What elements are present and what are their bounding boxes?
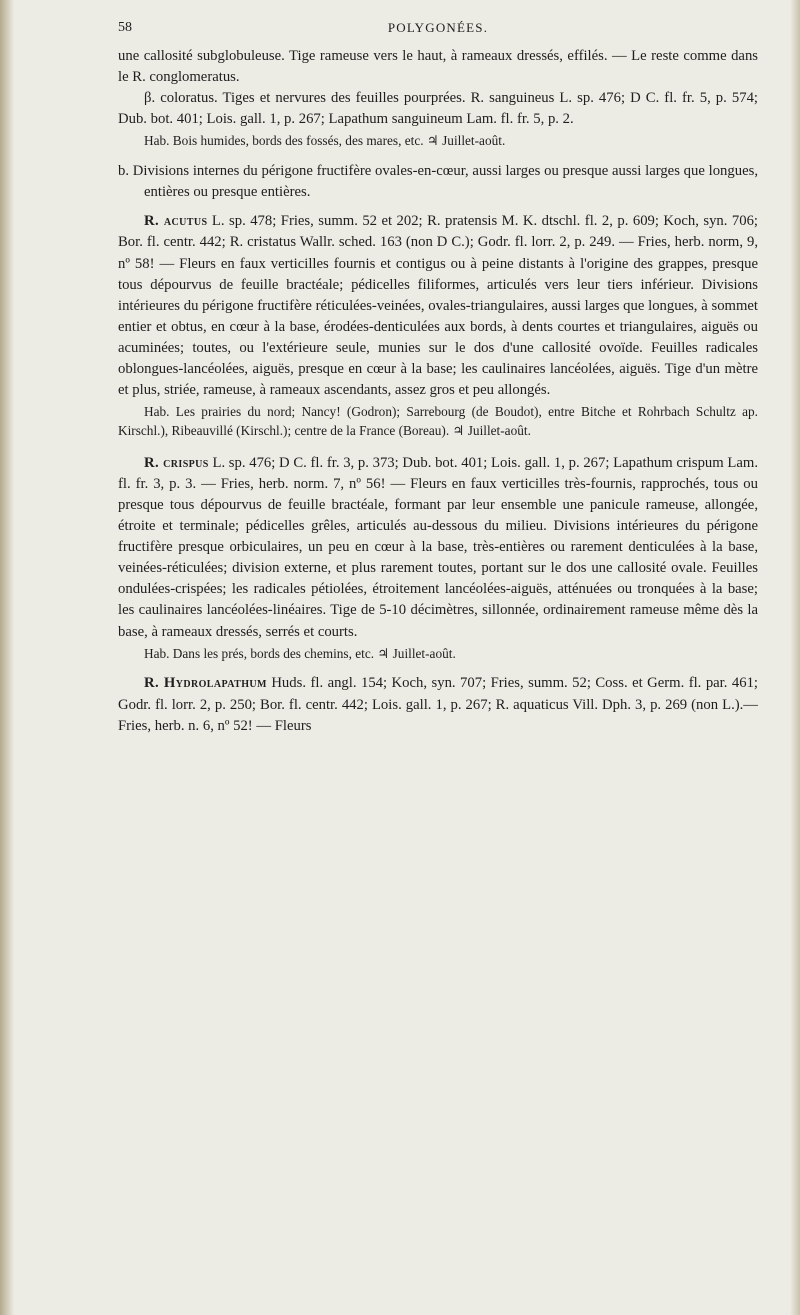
habitat-crispus: Hab. Dans les prés, bords des chemins, etc. ♃ Juillet-août. bbox=[144, 645, 456, 661]
species-name: R. Hydrolapathum bbox=[144, 675, 267, 692]
species-crispus bbox=[118, 453, 758, 643]
text-body bbox=[118, 46, 758, 737]
section-b-heading: b. Divisions internes du périgone fructifère ovales-en-cœur, aussi larges ou presque aussi larges que longues, entières ou presque entières. bbox=[118, 163, 758, 201]
page-edge-right bbox=[790, 0, 800, 1315]
habitat-coloratus: Hab. Bois humides, bords des fossés, des mares, etc. ♃ Juillet-août. bbox=[144, 133, 506, 149]
page-number: 58 bbox=[118, 20, 132, 35]
species-description: Huds. fl. angl. 154; Koch, syn. 707; Fries, summ. 52; Coss. et Germ. fl. par. 461; Godr. fl. lorr. 2, p. 250; Bor. fl. centr. 442; Lois. gall. 1, p. 267; R. aquaticus Vill. Dph. 3, p. 269 (non L.).— Fries, herb. n. 6, nº 52! — Fleurs bbox=[118, 675, 758, 734]
running-title: POLYGONÉES. bbox=[387, 20, 489, 35]
page-header bbox=[118, 20, 758, 40]
page-edge-left bbox=[0, 0, 14, 1315]
variety-coloratus: β. coloratus. Tiges et nervures des feuilles pourprées. R. sanguineus L. sp. 476; D C. fl. fr. 5, p. 574; Dub. bot. 401; Lois. gall. 1, p. 267; Lapathum sanguineum Lam. fl. fr. 5, p. 2. bbox=[118, 90, 758, 128]
paragraph-continuation: une callosité subglobuleuse. Tige rameuse vers le haut, à rameaux dressés, effilés. — Le reste comme dans le R. conglomeratus. bbox=[118, 48, 758, 86]
species-hydrolapathum bbox=[118, 673, 758, 736]
species-acutus bbox=[118, 211, 758, 401]
species-name: R. acutus bbox=[144, 213, 208, 230]
species-name: R. crispus bbox=[144, 454, 209, 471]
habitat-acutus: Hab. Les prairies du nord; Nancy! (Godron); Sarrebourg (de Boudot), entre Bitche et Rohrbach Schultz ap. Kirschl.), Ribeauvillé (Kirschl.); centre de la France (Boreau). ♃ Juillet-août. bbox=[118, 404, 758, 438]
species-description: L. sp. 478; Fries, summ. 52 et 202; R. pratensis M. K. dtschl. fl. 2, p. 609; Koch, syn. 706; Bor. fl. centr. 442; R. cristatus Wallr. sched. 163 (non D C.); Godr. fl. lorr. 2, p. 249. — Fries, herb. norm, 9, nº 58! — Fleurs en faux verticilles fournis et contigus ou à peine distants à l'origine des grappes, presque tous dépourvus de feuille bractéale; pédicelles filiformes, articulés vers leur tiers inférieur. Divisions intérieures du périgone fructifère réticulées-veinées, ovales-triangulaires, aussi larges que longues, à sommet entier et obtus, en cœur à la base, érodées-denticulées aux bords, à dents courtes et triangulaires, aiguës ou acuminées; toutes, ou l'extérieure seule, munies sur le dos d'une callosité ovoïde. Feuilles radicales oblongues-lancéolées, aiguës, presque en cœur à la base; les caulinaires lancéolées, aiguës. Tige d'un mètre et plus, striée, rameuse, à rameaux ascendants, assez gros et peu allongés. bbox=[118, 213, 759, 399]
species-description: L. sp. 476; D C. fl. fr. 3, p. 373; Dub. bot. 401; Lois. gall. 1, p. 267; Lapathum crispum Lam. fl. fr. 3, p. 3. — Fries, herb. norm. 7, nº 56! — Fleurs en faux verticilles très-fournis, rapprochés, tous ou presque tous dépourvus de feuille bractéale, formant par leur ensemble une panicule rameuse, allongée, étroite et terminale; pédicelles grêles, articulés au-dessous du milieu. Divisions intérieures du périgone fructifère presque orbiculaires, un peu en cœur à la base, très-entières ou rarement denticulées à la base, veinées-réticulées; division externe, et plus rarement toutes, portant sur le dos une callosité ovale. Feuilles ondulées-crispées; les radicales pétiolées, étroitement lancéolées-aiguës, atténuées ou tronquées à la base; les caulinaires lancéolées-linéaires. Tige de 5-10 décimètres, sillonnée, ordinairement rameuse même dès la base, à rameaux dressés, serrés et courts. bbox=[118, 454, 758, 640]
